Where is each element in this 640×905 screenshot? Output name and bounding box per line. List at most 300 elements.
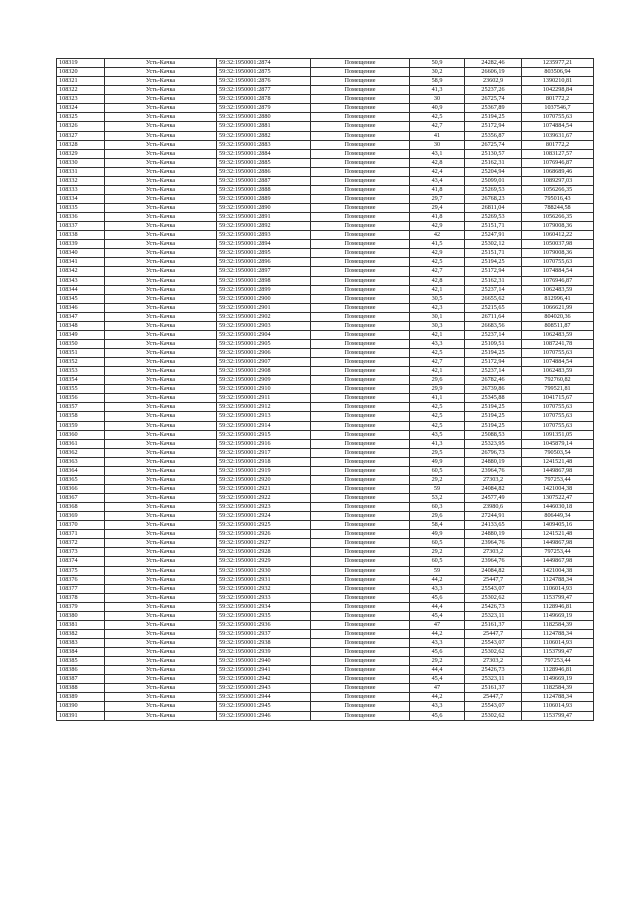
- table-row: [57, 95, 594, 104]
- record-id-cell: 108364: [57, 466, 105, 475]
- table-row: [57, 584, 594, 593]
- record-id-cell: 108380: [57, 611, 105, 620]
- cadastral-number-cell: 59:32:1950001:2931: [217, 575, 311, 584]
- cadastral-number-cell: 59:32:1950001:2900: [217, 294, 311, 303]
- cadastral-number-cell: 59:32:1950001:2916: [217, 439, 311, 448]
- object-type-cell: Помещение: [311, 512, 410, 521]
- cadastral-number-cell: 59:32:1950001:2879: [217, 104, 311, 113]
- record-id-cell: 108332: [57, 176, 105, 185]
- table-row: [57, 312, 594, 321]
- record-id-cell: 108369: [57, 512, 105, 521]
- cadastral-value-cell: 1241521,48: [522, 530, 594, 539]
- object-type-cell: Помещение: [311, 158, 410, 167]
- object-type-cell: Помещение: [311, 639, 410, 648]
- table-row: [57, 122, 594, 131]
- table-row: [57, 466, 594, 475]
- cadastral-number-cell: 59:32:1950001:2919: [217, 466, 311, 475]
- cadastral-number-cell: 59:32:1950001:2935: [217, 611, 311, 620]
- cadastral-number-cell: 59:32:1950001:2884: [217, 149, 311, 158]
- locality-cell: Усть-Качка: [105, 530, 217, 539]
- unit-cost-cell: 25194,25: [465, 258, 522, 267]
- table-row: [57, 684, 594, 693]
- table-row: [57, 657, 594, 666]
- cadastral-value-cell: 1076946,87: [522, 158, 594, 167]
- locality-cell: Усть-Качка: [105, 131, 217, 140]
- table-row: [57, 285, 594, 294]
- record-id-cell: 108359: [57, 421, 105, 430]
- cadastral-number-cell: 59:32:1950001:2922: [217, 494, 311, 503]
- locality-cell: Усть-Качка: [105, 113, 217, 122]
- unit-cost-cell: 25543,07: [465, 702, 522, 711]
- area-cell: 45,4: [410, 675, 465, 684]
- object-type-cell: Помещение: [311, 484, 410, 493]
- locality-cell: Усть-Качка: [105, 222, 217, 231]
- object-type-cell: Помещение: [311, 321, 410, 330]
- area-cell: 60,5: [410, 557, 465, 566]
- record-id-cell: 108379: [57, 602, 105, 611]
- record-id-cell: 108352: [57, 358, 105, 367]
- unit-cost-cell: 25172,94: [465, 267, 522, 276]
- unit-cost-cell: 25194,25: [465, 412, 522, 421]
- unit-cost-cell: 26725,74: [465, 140, 522, 149]
- unit-cost-cell: 25172,94: [465, 122, 522, 131]
- record-id-cell: 108386: [57, 666, 105, 675]
- unit-cost-cell: 25151,71: [465, 222, 522, 231]
- locality-cell: Усть-Качка: [105, 494, 217, 503]
- cadastral-number-cell: 59:32:1950001:2937: [217, 629, 311, 638]
- table-row: [57, 77, 594, 86]
- area-cell: 60,3: [410, 503, 465, 512]
- cadastral-number-cell: 59:32:1950001:2888: [217, 185, 311, 194]
- record-id-cell: 108320: [57, 68, 105, 77]
- cadastral-value-cell: 792760,82: [522, 376, 594, 385]
- unit-cost-cell: 25194,25: [465, 403, 522, 412]
- locality-cell: Усть-Качка: [105, 194, 217, 203]
- locality-cell: Усть-Качка: [105, 321, 217, 330]
- locality-cell: Усть-Качка: [105, 167, 217, 176]
- cadastral-number-cell: 59:32:1950001:2942: [217, 675, 311, 684]
- object-type-cell: Помещение: [311, 702, 410, 711]
- unit-cost-cell: 25302,62: [465, 711, 522, 720]
- locality-cell: Усть-Качка: [105, 258, 217, 267]
- area-cell: 44,2: [410, 575, 465, 584]
- cadastral-value-cell: 1070755,63: [522, 412, 594, 421]
- area-cell: 42,1: [410, 367, 465, 376]
- record-id-cell: 108328: [57, 140, 105, 149]
- area-cell: 43,4: [410, 176, 465, 185]
- table-row: [57, 86, 594, 95]
- table-row: [57, 321, 594, 330]
- cadastral-value-cell: 1153799,47: [522, 593, 594, 602]
- object-type-cell: Помещение: [311, 584, 410, 593]
- unit-cost-cell: 23964,76: [465, 466, 522, 475]
- object-type-cell: Помещение: [311, 539, 410, 548]
- cadastral-number-cell: 59:32:1950001:2914: [217, 421, 311, 430]
- table-row: [57, 457, 594, 466]
- record-id-cell: 108331: [57, 167, 105, 176]
- record-id-cell: 108350: [57, 339, 105, 348]
- area-cell: 41,3: [410, 439, 465, 448]
- locality-cell: Усть-Качка: [105, 403, 217, 412]
- unit-cost-cell: 25237,14: [465, 330, 522, 339]
- locality-cell: Усть-Качка: [105, 185, 217, 194]
- unit-cost-cell: 25161,37: [465, 684, 522, 693]
- cadastral-value-cell: 1421004,38: [522, 484, 594, 493]
- cadastral-value-cell: 808511,87: [522, 321, 594, 330]
- cadastral-value-cell: 1070755,63: [522, 258, 594, 267]
- cadastral-value-cell: 797253,44: [522, 657, 594, 666]
- locality-cell: Усть-Качка: [105, 249, 217, 258]
- record-id-cell: 108342: [57, 267, 105, 276]
- unit-cost-cell: 25302,62: [465, 593, 522, 602]
- record-id-cell: 108319: [57, 59, 105, 68]
- area-cell: 41,3: [410, 86, 465, 95]
- area-cell: 42,4: [410, 167, 465, 176]
- record-id-cell: 108327: [57, 131, 105, 140]
- locality-cell: Усть-Качка: [105, 158, 217, 167]
- area-cell: 30,3: [410, 321, 465, 330]
- unit-cost-cell: 26655,62: [465, 294, 522, 303]
- area-cell: 59: [410, 566, 465, 575]
- table-row: [57, 494, 594, 503]
- record-id-cell: 108325: [57, 113, 105, 122]
- cadastral-number-cell: 59:32:1950001:2903: [217, 321, 311, 330]
- object-type-cell: Помещение: [311, 376, 410, 385]
- cadastral-value-cell: 1153799,47: [522, 648, 594, 657]
- table-row: [57, 176, 594, 185]
- area-cell: 58,9: [410, 77, 465, 86]
- record-id-cell: 108385: [57, 657, 105, 666]
- unit-cost-cell: 27303,2: [465, 657, 522, 666]
- locality-cell: Усть-Качка: [105, 330, 217, 339]
- object-type-cell: Помещение: [311, 503, 410, 512]
- area-cell: 29,2: [410, 657, 465, 666]
- object-type-cell: Помещение: [311, 267, 410, 276]
- locality-cell: Усть-Качка: [105, 231, 217, 240]
- object-type-cell: Помещение: [311, 149, 410, 158]
- cadastral-value-cell: 1106014,93: [522, 702, 594, 711]
- table-row: [57, 149, 594, 158]
- unit-cost-cell: 25345,88: [465, 394, 522, 403]
- record-id-cell: 108372: [57, 539, 105, 548]
- table-body: [57, 59, 594, 721]
- area-cell: 49,9: [410, 457, 465, 466]
- unit-cost-cell: 25130,57: [465, 149, 522, 158]
- area-cell: 41,8: [410, 213, 465, 222]
- locality-cell: Усть-Качка: [105, 421, 217, 430]
- cadastral-number-cell: 59:32:1950001:2876: [217, 77, 311, 86]
- table-row: [57, 131, 594, 140]
- area-cell: 53,2: [410, 494, 465, 503]
- area-cell: 59: [410, 484, 465, 493]
- cadastral-value-cell: 1449867,98: [522, 539, 594, 548]
- cadastral-number-cell: 59:32:1950001:2917: [217, 448, 311, 457]
- area-cell: 50,9: [410, 59, 465, 68]
- unit-cost-cell: 25161,37: [465, 620, 522, 629]
- cadastral-value-cell: 803506,94: [522, 68, 594, 77]
- unit-cost-cell: 25447,7: [465, 629, 522, 638]
- unit-cost-cell: 24880,19: [465, 457, 522, 466]
- object-type-cell: Помещение: [311, 222, 410, 231]
- unit-cost-cell: 25215,65: [465, 303, 522, 312]
- unit-cost-cell: 26782,46: [465, 376, 522, 385]
- unit-cost-cell: 24880,19: [465, 530, 522, 539]
- table-row: [57, 267, 594, 276]
- record-id-cell: 108366: [57, 484, 105, 493]
- locality-cell: Усть-Качка: [105, 666, 217, 675]
- cadastral-number-cell: 59:32:1950001:2933: [217, 593, 311, 602]
- object-type-cell: Помещение: [311, 231, 410, 240]
- table-row: [57, 222, 594, 231]
- cadastral-number-cell: 59:32:1950001:2883: [217, 140, 311, 149]
- unit-cost-cell: 23964,76: [465, 557, 522, 566]
- unit-cost-cell: 25302,12: [465, 240, 522, 249]
- record-id-cell: 108336: [57, 213, 105, 222]
- object-type-cell: Помещение: [311, 294, 410, 303]
- area-cell: 42,5: [410, 403, 465, 412]
- record-id-cell: 108346: [57, 303, 105, 312]
- record-id-cell: 108351: [57, 349, 105, 358]
- area-cell: 45,6: [410, 648, 465, 657]
- record-id-cell: 108388: [57, 684, 105, 693]
- unit-cost-cell: 27303,2: [465, 548, 522, 557]
- unit-cost-cell: 25543,07: [465, 639, 522, 648]
- unit-cost-cell: 25162,31: [465, 158, 522, 167]
- cadastral-value-cell: 1068689,46: [522, 167, 594, 176]
- area-cell: 44,4: [410, 602, 465, 611]
- locality-cell: Усть-Качка: [105, 140, 217, 149]
- cadastral-value-cell: 1050037,98: [522, 240, 594, 249]
- cadastral-number-cell: 59:32:1950001:2943: [217, 684, 311, 693]
- table-row: [57, 620, 594, 629]
- locality-cell: Усть-Качка: [105, 312, 217, 321]
- object-type-cell: Помещение: [311, 648, 410, 657]
- cadastral-number-cell: 59:32:1950001:2880: [217, 113, 311, 122]
- cadastral-number-cell: 59:32:1950001:2901: [217, 303, 311, 312]
- record-id-cell: 108374: [57, 557, 105, 566]
- unit-cost-cell: 26768,23: [465, 194, 522, 203]
- object-type-cell: Помещение: [311, 675, 410, 684]
- locality-cell: Усть-Качка: [105, 430, 217, 439]
- locality-cell: Усть-Качка: [105, 204, 217, 213]
- cadastral-number-cell: 59:32:1950001:2913: [217, 412, 311, 421]
- locality-cell: Усть-Качка: [105, 548, 217, 557]
- object-type-cell: Помещение: [311, 457, 410, 466]
- table-row: [57, 294, 594, 303]
- object-type-cell: Помещение: [311, 557, 410, 566]
- table-row: [57, 385, 594, 394]
- area-cell: 45,6: [410, 711, 465, 720]
- area-cell: 42,7: [410, 267, 465, 276]
- record-id-cell: 108371: [57, 530, 105, 539]
- area-cell: 49,9: [410, 530, 465, 539]
- unit-cost-cell: 23602,9: [465, 77, 522, 86]
- record-id-cell: 108334: [57, 194, 105, 203]
- record-id-cell: 108375: [57, 566, 105, 575]
- object-type-cell: Помещение: [311, 548, 410, 557]
- cadastral-value-cell: 1106014,93: [522, 584, 594, 593]
- cadastral-value-cell: 799521,81: [522, 385, 594, 394]
- locality-cell: Усть-Качка: [105, 620, 217, 629]
- cadastral-number-cell: 59:32:1950001:2932: [217, 584, 311, 593]
- area-cell: 29,2: [410, 548, 465, 557]
- area-cell: 47: [410, 620, 465, 629]
- record-id-cell: 108382: [57, 629, 105, 638]
- record-id-cell: 108360: [57, 430, 105, 439]
- unit-cost-cell: 25194,25: [465, 349, 522, 358]
- area-cell: 42,7: [410, 122, 465, 131]
- area-cell: 29,5: [410, 448, 465, 457]
- cadastral-number-cell: 59:32:1950001:2899: [217, 285, 311, 294]
- table-row: [57, 421, 594, 430]
- object-type-cell: Помещение: [311, 711, 410, 720]
- object-type-cell: Помещение: [311, 68, 410, 77]
- unit-cost-cell: 25194,25: [465, 113, 522, 122]
- locality-cell: Усть-Качка: [105, 294, 217, 303]
- record-id-cell: 108357: [57, 403, 105, 412]
- table-row: [57, 575, 594, 584]
- object-type-cell: Помещение: [311, 194, 410, 203]
- area-cell: 42,8: [410, 158, 465, 167]
- cadastral-value-cell: 1066621,99: [522, 303, 594, 312]
- table-row: [57, 303, 594, 312]
- cadastral-value-cell: 1409405,16: [522, 521, 594, 530]
- table-row: [57, 194, 594, 203]
- record-id-cell: 108347: [57, 312, 105, 321]
- unit-cost-cell: 26711,64: [465, 312, 522, 321]
- cadastral-number-cell: 59:32:1950001:2892: [217, 222, 311, 231]
- area-cell: 42,1: [410, 285, 465, 294]
- area-cell: 42,3: [410, 303, 465, 312]
- cadastral-value-cell: 1307522,47: [522, 494, 594, 503]
- area-cell: 42,5: [410, 113, 465, 122]
- unit-cost-cell: 25447,7: [465, 693, 522, 702]
- record-id-cell: 108326: [57, 122, 105, 131]
- unit-cost-cell: 25237,26: [465, 86, 522, 95]
- cadastral-value-cell: 1079008,36: [522, 222, 594, 231]
- record-id-cell: 108390: [57, 702, 105, 711]
- record-id-cell: 108330: [57, 158, 105, 167]
- record-id-cell: 108333: [57, 185, 105, 194]
- cadastral-value-cell: 1074884,54: [522, 267, 594, 276]
- table-row: [57, 367, 594, 376]
- object-type-cell: Помещение: [311, 430, 410, 439]
- table-row: [57, 430, 594, 439]
- locality-cell: Усть-Качка: [105, 684, 217, 693]
- object-type-cell: Помещение: [311, 403, 410, 412]
- area-cell: 47: [410, 684, 465, 693]
- object-type-cell: Помещение: [311, 140, 410, 149]
- locality-cell: Усть-Качка: [105, 711, 217, 720]
- locality-cell: Усть-Качка: [105, 412, 217, 421]
- cadastral-value-cell: 812996,41: [522, 294, 594, 303]
- locality-cell: Усть-Качка: [105, 394, 217, 403]
- object-type-cell: Помещение: [311, 602, 410, 611]
- cadastral-number-cell: 59:32:1950001:2909: [217, 376, 311, 385]
- object-type-cell: Помещение: [311, 122, 410, 131]
- table-row: [57, 394, 594, 403]
- cadastral-number-cell: 59:32:1950001:2891: [217, 213, 311, 222]
- cadastral-value-cell: 1070755,63: [522, 349, 594, 358]
- locality-cell: Усть-Качка: [105, 557, 217, 566]
- locality-cell: Усть-Качка: [105, 675, 217, 684]
- cadastral-number-cell: 59:32:1950001:2930: [217, 566, 311, 575]
- locality-cell: Усть-Качка: [105, 68, 217, 77]
- area-cell: 29,4: [410, 204, 465, 213]
- unit-cost-cell: 26811,04: [465, 204, 522, 213]
- cadastral-value-cell: 1182584,39: [522, 620, 594, 629]
- object-type-cell: Помещение: [311, 240, 410, 249]
- record-id-cell: 108329: [57, 149, 105, 158]
- object-type-cell: Помещение: [311, 575, 410, 584]
- record-id-cell: 108339: [57, 240, 105, 249]
- unit-cost-cell: 25367,89: [465, 104, 522, 113]
- cadastral-value-cell: 1128946,81: [522, 602, 594, 611]
- object-type-cell: Помещение: [311, 439, 410, 448]
- object-type-cell: Помещение: [311, 684, 410, 693]
- table-row: [57, 231, 594, 240]
- locality-cell: Усть-Качка: [105, 657, 217, 666]
- record-id-cell: 108384: [57, 648, 105, 657]
- table-row: [57, 412, 594, 421]
- unit-cost-cell: 24577,49: [465, 494, 522, 503]
- area-cell: 44,4: [410, 666, 465, 675]
- cadastral-number-cell: 59:32:1950001:2874: [217, 59, 311, 68]
- area-cell: 44,2: [410, 629, 465, 638]
- unit-cost-cell: 24133,65: [465, 521, 522, 530]
- cadastral-number-cell: 59:32:1950001:2877: [217, 86, 311, 95]
- cadastral-number-cell: 59:32:1950001:2897: [217, 267, 311, 276]
- area-cell: 42,8: [410, 276, 465, 285]
- cadastral-value-cell: 1056266,35: [522, 185, 594, 194]
- locality-cell: Усть-Качка: [105, 457, 217, 466]
- object-type-cell: Помещение: [311, 185, 410, 194]
- object-type-cell: Помещение: [311, 466, 410, 475]
- object-type-cell: Помещение: [311, 131, 410, 140]
- table-row: [57, 693, 594, 702]
- unit-cost-cell: 25323,95: [465, 439, 522, 448]
- cadastral-value-cell: 1124788,34: [522, 575, 594, 584]
- unit-cost-cell: 25447,7: [465, 575, 522, 584]
- locality-cell: Усть-Качка: [105, 702, 217, 711]
- table-row: [57, 330, 594, 339]
- cadastral-value-cell: 788244,58: [522, 204, 594, 213]
- record-id-cell: 108353: [57, 367, 105, 376]
- cadastral-number-cell: 59:32:1950001:2893: [217, 231, 311, 240]
- area-cell: 42,7: [410, 358, 465, 367]
- area-cell: 30: [410, 95, 465, 104]
- cadastral-value-cell: 1449867,98: [522, 557, 594, 566]
- cadastral-value-cell: 806449,34: [522, 512, 594, 521]
- table-row: [57, 249, 594, 258]
- object-type-cell: Помещение: [311, 657, 410, 666]
- object-type-cell: Помещение: [311, 249, 410, 258]
- cadastral-value-cell: 797253,44: [522, 548, 594, 557]
- table-row: [57, 639, 594, 648]
- unit-cost-cell: 27303,2: [465, 475, 522, 484]
- cadastral-number-cell: 59:32:1950001:2941: [217, 666, 311, 675]
- object-type-cell: Помещение: [311, 593, 410, 602]
- cadastral-value-cell: 1070755,63: [522, 421, 594, 430]
- cadastral-number-cell: 59:32:1950001:2936: [217, 620, 311, 629]
- area-cell: 42,9: [410, 222, 465, 231]
- locality-cell: Усть-Качка: [105, 285, 217, 294]
- record-id-cell: 108341: [57, 258, 105, 267]
- cadastral-value-cell: 1182584,39: [522, 684, 594, 693]
- cadastral-number-cell: 59:32:1950001:2915: [217, 430, 311, 439]
- locality-cell: Усть-Качка: [105, 629, 217, 638]
- unit-cost-cell: 25269,53: [465, 185, 522, 194]
